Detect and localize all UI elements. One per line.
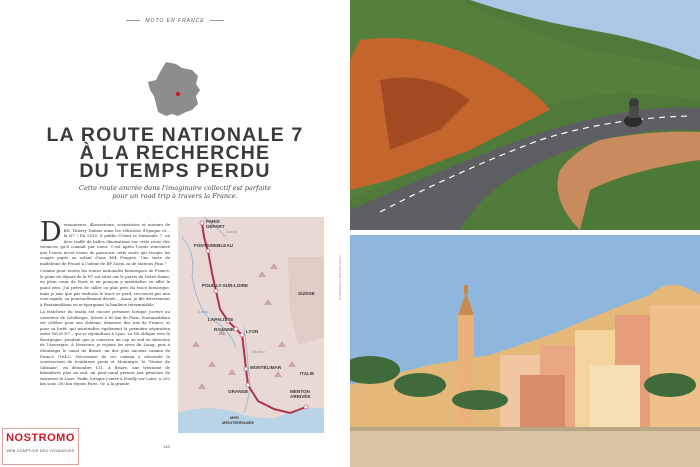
photo-coastal-road	[350, 0, 700, 230]
article-body	[40, 217, 170, 389]
photo-credit: © Visit Menton / Stéphane Verrou	[338, 255, 342, 300]
map-label-italie: ITALIE	[300, 371, 315, 376]
logo-brand: NOSTROMO	[6, 432, 75, 444]
title-line-1: LA ROUTE NATIONALE 7	[46, 124, 304, 146]
subtitle-line-1: Cette route ancrée dans l'imaginaire collectif est parfaite	[78, 184, 272, 192]
section-rubric: MOTO EN FRANCE	[0, 18, 350, 24]
nostromo-logo	[2, 428, 79, 465]
route-map	[178, 217, 324, 433]
title-line-2: À LA RECHERCHE	[79, 142, 271, 164]
france-locator-map	[146, 60, 204, 120]
paragraph-2: Comme pour toutes les routes nationales historiques de France, le point de départ de la N7 est situé sur le parvis de Notre-Dame, en plein cœur de Paris et un poinçon y matérialise en effet le point zéro. J'ai prévu de caller ou plus près du tracé historique, mais je sais que par endroits le tracé se perd, recouvert par une voie rapide, ou ponctuellement déviée… Aussi, je file directement à Fontainebleau en m'épargnant la banlieue interminable.	[40, 268, 170, 307]
paragraph-3: La fraîcheur du matin est encore présente lorsque j'arrive au carrefour de l'obélisque. Située à 60 km de Paris, Fontainebleau est célèbre pour son château, demeure des rois de France, et pour sa forêt, qui matérialise également la première séparation entre N6 et N7 – qui se rejoindront à Lyon. La N6 oblique vers la Bourgogne, pendant que je conserve un cap au sud en direction de l'Auvergne. À Nemours, je rejoins les rives du Loing, puis à Montargis le canal de Briare, un des plus anciens canaux de France (1642). Nécessaire de ces canaux a nécessité la construction de nombreux ponts et Montargis, la "Venise du Gâtinais", en dénombre 131. À Briare, une trentaine de kilomètres plus au sud, un pont-canal permet aux péniches de traverser la Loire. Enfin, lorsque j'entre à Pouilly-sur-Loire, à 200 km sous 200 km depuis Paris. Or, à la grande	[40, 309, 170, 387]
article-title	[0, 126, 350, 180]
promenade	[350, 430, 700, 467]
dropcap: D	[40, 217, 62, 248]
paragraph-1-text: essinateurs, illustrateurs, scénaristes et auteurs de BD, Thierry Dubois aime les véhicules d'époque et… la N7 ! En 2010, il publie C'était la Nationale 7, un livre truffé de belles illustrations sur cette route des vacances qu'il connaît par cœur. C'est après l'avoir rencontré que l'envie m'est venue de parcourir cette route qui évoque les congés payés au volant d'une 404 Peugeot. Une sorte de madeleine de Proust à l'odeur de BP Zoom ou de stations Fina !	[40, 222, 170, 266]
subtitle-line-2: pour un road trip à travers la France.	[112, 192, 238, 200]
logo-tagline: WEB COMPTOIR DES VOYAGEURS	[6, 449, 75, 453]
page-number: 148	[163, 444, 170, 449]
map-label-lapalisse: LAPALISSE	[208, 317, 234, 322]
map-label-suisse: SUISSE	[298, 291, 315, 296]
map-river-seine: Seine	[226, 229, 238, 234]
map-label-lyon: LYON	[246, 329, 259, 334]
map-label-roanne: ROANNE	[214, 327, 234, 332]
map-river-loire: Loire	[198, 309, 209, 314]
title-line-3: DU TEMPS PERDU	[79, 160, 271, 182]
map-label-montelimar: MONTÉLIMAR	[250, 365, 282, 370]
map-label-orange: ORANGE	[228, 389, 249, 394]
photo-menton-town	[350, 235, 700, 467]
map-label-depart: DÉPART	[206, 224, 225, 229]
paragraph-1	[40, 217, 170, 266]
map-label-mediterranee: MÉDITERRANÉE	[222, 420, 255, 425]
map-label-fontainebleau: FONTAINEBLEAU	[194, 243, 233, 248]
map-label-arrivee: ARRIVÉE	[290, 394, 311, 399]
map-river-rhone: Rhône	[252, 349, 265, 354]
article-subtitle	[40, 184, 310, 200]
map-label-paris: PARIS	[206, 219, 220, 224]
map-label-pouilly: POUILLY-SUR-LOIRE	[202, 283, 249, 288]
map-label-mer: MER	[230, 415, 239, 420]
map-label-menton: MENTON	[290, 389, 310, 394]
